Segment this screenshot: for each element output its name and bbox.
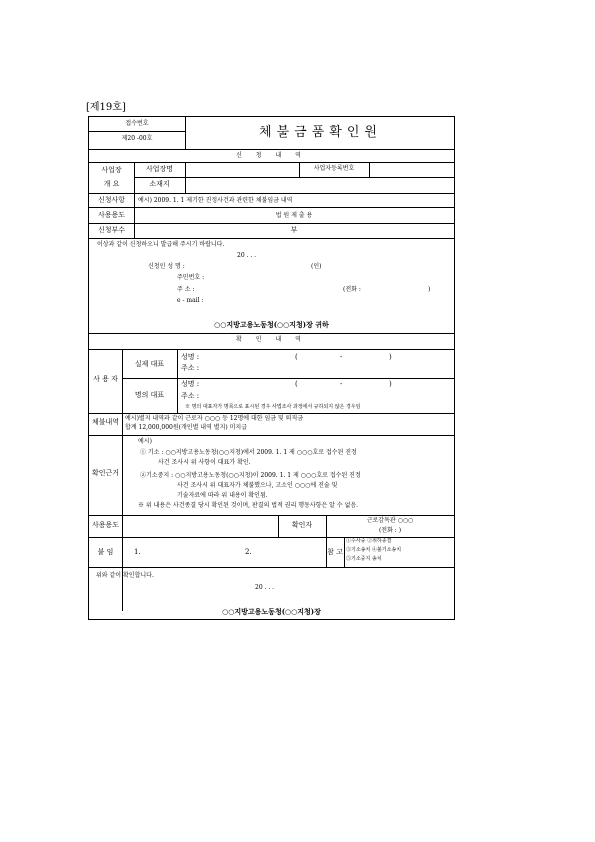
attachments-label: 붙 임 (97, 548, 114, 556)
confirmation-section-header: 확 인 내 역 (236, 336, 307, 343)
footer-issuer: ○○지방고용노동청(○○지청)장 (222, 607, 321, 616)
confirmer-phone: (전화 : ) (378, 527, 402, 534)
copies-label: 신청부수 (97, 226, 126, 234)
actual-rep-name-label: 성명 : (181, 353, 200, 361)
nominal-rep-paren-open: ( (295, 380, 298, 388)
copies-value: 부 (290, 226, 298, 234)
nominal-rep-label: 명의 대표 (134, 391, 165, 399)
form-number: [제19호] (86, 102, 126, 113)
nominal-rep-address-label: 주소 : (181, 392, 200, 400)
attachment-item-1: 1. (134, 548, 141, 556)
basis-line: 기술자료에 따라 위 내용이 확인됨. (177, 492, 268, 499)
footer-statement: 위와 같이 확인합니다. (96, 572, 154, 579)
request-date: 20 . . . (237, 252, 257, 259)
applicant-address-label: 주 소 : (177, 286, 195, 293)
request-statement: 이상과 같이 신청하오니 발급해 주시기 바랍니다. (97, 241, 225, 248)
actual-rep-address-label: 주소 : (181, 364, 200, 372)
reference-option: ①수사중 ②취하종결 (346, 538, 392, 544)
nominal-rep-dash: - (340, 380, 343, 388)
confirmer-value: 근로감독관 ○○○ (366, 517, 414, 524)
employer-note: ※ 명의 대표자가 명목으로 표시된 경우 사법조사 과정에서 규하되지 않은 경우임 (185, 404, 361, 410)
application-matter-value: 예시) 2009. 1. 1 제기한 진정사건과 관련한 체불임금 내역 (138, 197, 293, 204)
business-reg-label: 사업자등록번호 (313, 165, 355, 172)
basis-line: ②기소중지 : ○○지방고용노동청(○○지청)이 2009. 1. 1 제 ○○○호로 접수된 진정 (140, 472, 361, 479)
receipt-label: 접수번호 (125, 120, 149, 127)
applicant-email-label: e - mail : (177, 297, 204, 304)
actual-rep-paren-close: ) (389, 353, 392, 361)
nominal-rep-name-label: 성명 : (181, 380, 200, 388)
reference-label: 참 고 (327, 548, 343, 556)
attachment-item-2: 2. (245, 548, 252, 556)
reference-option: ⑤기소중지 송치 (346, 556, 382, 562)
basis-line: 예시) (138, 438, 152, 445)
applicant-name-label: 신청인 성 명 : (148, 263, 185, 270)
resident-no-label: 주민번호 : (177, 274, 205, 281)
basis-line: 사건 조사시 위 사항이 대표가 확인. (158, 459, 251, 466)
unpaid-details-label: 체불내역 (91, 418, 120, 426)
receipt-value: 제20 -00호 (121, 135, 153, 142)
application-matter-label: 신청사항 (97, 196, 126, 204)
confirmer-label: 확인자 (291, 521, 313, 529)
application-section-header: 신 청 내 역 (236, 152, 307, 159)
purpose-value: 법 원 제 출 용 (275, 212, 313, 219)
nominal-rep-paren-close: ) (389, 380, 392, 388)
business-label-top: 사업장 (101, 166, 122, 174)
request-addressee: ○○지방고용노동청(○○지청)장 귀하 (214, 320, 329, 329)
page-title: 체불금품확인원 (259, 125, 382, 140)
confirmation-form (88, 116, 455, 620)
actual-rep-paren-open: ( (295, 353, 298, 361)
business-address-label: 소재지 (149, 180, 170, 188)
applicant-seal: (인) (311, 263, 322, 270)
applicant-phone-close: ) (428, 286, 431, 293)
business-name-label: 사업장명 (145, 165, 174, 173)
purpose-label: 사용용도 (97, 211, 126, 219)
unpaid-details-line1: 예시)별지 내역과 같이 근로자 ○○○ 등 12명에 대한 임금 및 퇴직금 (125, 415, 304, 422)
reference-option: ③기소송치 ④불기소송치 (346, 547, 402, 553)
actual-rep-dash: - (340, 353, 343, 361)
applicant-phone-label: (전화 : (343, 286, 361, 293)
basis-line: ① 기소 : ○○지방고용노동청(○○지청)에서 2009. 1. 1 제 ○○○호로 접수된 진정 (140, 449, 357, 456)
confirmation-basis-label: 확인근거 (91, 469, 120, 477)
basis-line: 사건 조사시 위 대표자가 체불했으나, 고소인 ○○○에 진술 및 (177, 482, 338, 489)
basis-note: ※ 위 내용은 사건종결 당시 확인된 것이며, 판결의 법적 권리 행동사항은 알 수 없음. (138, 502, 359, 509)
actual-rep-label: 실제 대표 (134, 360, 165, 368)
usage-label: 사용용도 (91, 521, 120, 529)
footer-date: 20 . . . (255, 584, 275, 591)
unpaid-details-line2: 합계 12,000,000원(개인별 내역 별지) 미지급 (125, 424, 248, 431)
business-label-bottom: 개 요 (103, 180, 120, 188)
employer-label: 사 용 자 (93, 375, 118, 383)
